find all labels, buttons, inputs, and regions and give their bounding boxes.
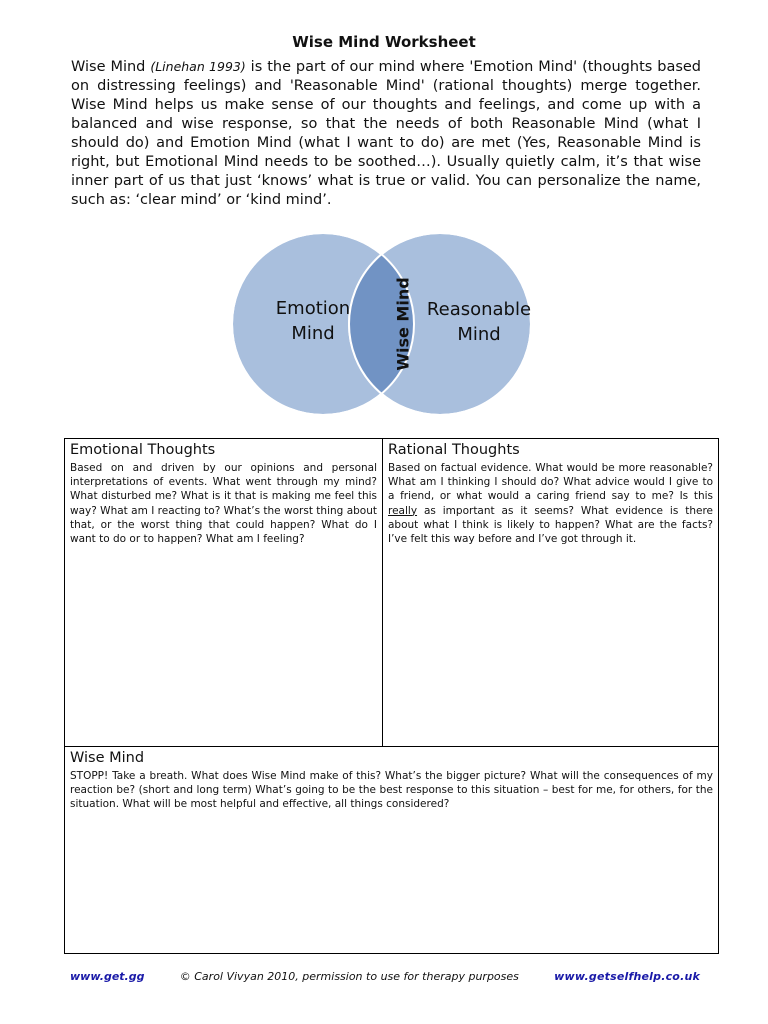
footer-link-getgg[interactable]: www.get.gg (70, 970, 145, 983)
venn-diagram (228, 218, 534, 430)
rational-prompt-part1: Based on factual evidence. What would be more reasonable? What am I thinking I should do? What advice would I give to a friend, or what would a caring friend say to me? Is this (388, 462, 713, 503)
wise-mind-label: Wise Mind (393, 277, 413, 371)
emotional-thoughts-prompt: Based on and driven by our opinions and personal interpretations of events. What went through my mind? What disturbed me? What is it that is making me feel this way? What am I reacting to? What’s the worst thing about that, or the worst thing that could happen? What do I want to do or to happen? What am I feeling? (70, 462, 377, 546)
intro-citation: (Linehan 1993) (150, 59, 246, 74)
footer (70, 970, 700, 983)
wise-mind-prompt: STOPP! Take a breath. What does Wise Mind make of this? What’s the bigger picture? What will the consequences of my reaction be? (short and long term) What’s going to be the best response to this situation – best for me, for others, for the situation. What will be most helpful and effective, all things considered? (70, 770, 713, 811)
emotion-mind-label-1: Emotion (275, 298, 351, 319)
rational-thoughts-cell[interactable] (383, 439, 718, 746)
emotional-thoughts-cell[interactable] (65, 439, 383, 746)
footer-link-getselfhelp[interactable]: www.getselfhelp.co.uk (554, 970, 700, 983)
wise-mind-cell[interactable] (65, 746, 718, 953)
reasonable-mind-label-1: Reasonable (426, 299, 532, 320)
emotion-mind-label-2: Mind (291, 323, 335, 344)
footer-copyright: © Carol Vivyan 2010, permission to use for therapy purposes (179, 970, 519, 983)
worksheet-table (64, 438, 719, 954)
rational-prompt-part2: as important as it seems? What evidence is there about what I think is likely to happen? What are the facts? I’ve felt this way before and I’ve got through it. (388, 504, 713, 546)
intro-body: is the part of our mind where 'Emotion Mind' (thoughts based on distressing feelings) and 'Reasonable Mind' (rational thoughts) merge together. Wise Mind helps us make sense of our thoughts and feelings, and come up with a balanced and wise response, so that the needs of both Reasonable Mind (what I should do) and Emotion Mind (what I want to do) are met (Yes, Reasonable Mind is right, but Emotional Mind needs to be soothed…). Usually quietly calm, it’s that wise inner part of us that just ‘knows’ what is true or valid. You can personalize the name, such as: ‘clear mind’ or ‘kind mind’. (71, 59, 702, 208)
reasonable-mind-label-2: Mind (457, 324, 501, 345)
rational-prompt-emphasis: really (388, 504, 418, 517)
page-title: Wise Mind Worksheet (292, 33, 476, 51)
wise-mind-heading: Wise Mind (70, 750, 145, 766)
rational-thoughts-prompt (388, 461, 713, 546)
emotional-thoughts-heading: Emotional Thoughts (70, 442, 216, 458)
rational-thoughts-heading: Rational Thoughts (388, 442, 520, 458)
intro-paragraph (71, 57, 701, 210)
intro-lead: Wise Mind (71, 59, 146, 75)
